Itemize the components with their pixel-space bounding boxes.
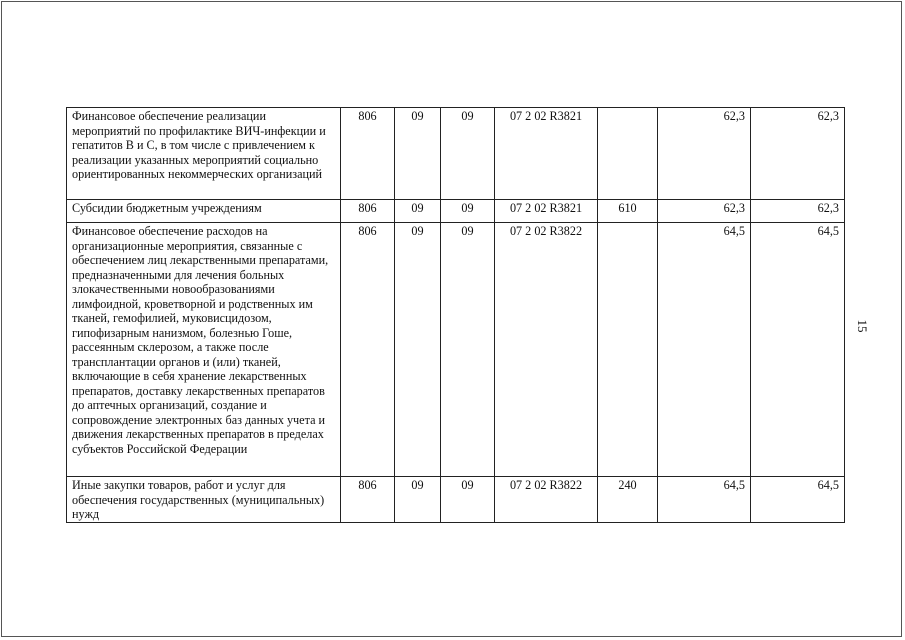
cell-sum-2: 64,5	[751, 223, 845, 477]
cell-vr: 240	[598, 477, 658, 523]
cell-grbs: 806	[341, 223, 395, 477]
budget-table	[66, 107, 845, 523]
table-row	[67, 108, 845, 200]
cell-kcsr: 07 2 02 R3822	[495, 477, 598, 523]
cell-name: Иные закупки товаров, работ и услуг для обеспечения государственных (муниципальных) нужд	[67, 477, 341, 523]
table-row	[67, 477, 845, 523]
table-row	[67, 200, 845, 223]
cell-pr: 09	[441, 223, 495, 477]
cell-sum-1: 64,5	[658, 477, 751, 523]
cell-kcsr: 07 2 02 R3821	[495, 108, 598, 200]
cell-name: Финансовое обеспечение расходов на организационные мероприятия, связанные с обеспечением лиц лекарственными препаратами, предназначенными для лечения больных злокачественными новообразованиями лимфоидной, кроветворной и родственных им тканей, гемофилией, муковисцидозом, гипофизарным нанизмом, болезнью Гоше, рассеянным склерозом, а также после трансплантации органов и (или) тканей, включающие в себя хранение лекарственных препаратов, доставку лекарственных препаратов до аптечных организаций, создание и сопровождение электронных баз данных учета и движения лекарственных препаратов в пределах субъектов Российской Федерации	[67, 223, 341, 477]
cell-rz: 09	[395, 200, 441, 223]
cell-rz: 09	[395, 108, 441, 200]
cell-pr: 09	[441, 200, 495, 223]
cell-grbs: 806	[341, 477, 395, 523]
page-number: 15	[855, 319, 870, 333]
cell-rz: 09	[395, 477, 441, 523]
cell-sum-1: 62,3	[658, 200, 751, 223]
cell-sum-2: 62,3	[751, 108, 845, 200]
cell-grbs: 806	[341, 108, 395, 200]
cell-name: Субсидии бюджетным учреждениям	[67, 200, 341, 223]
cell-pr: 09	[441, 108, 495, 200]
cell-sum-1: 62,3	[658, 108, 751, 200]
cell-sum-2: 62,3	[751, 200, 845, 223]
cell-vr: 610	[598, 200, 658, 223]
cell-sum-2: 64,5	[751, 477, 845, 523]
cell-vr	[598, 223, 658, 477]
cell-kcsr: 07 2 02 R3821	[495, 200, 598, 223]
cell-rz: 09	[395, 223, 441, 477]
cell-vr	[598, 108, 658, 200]
cell-name: Финансовое обеспечение реализации мероприятий по профилактике ВИЧ-инфекции и гепатитов В и С, в том числе с привлечением к реализации указанных мероприятий социально ориентированных некоммерческих организаций	[67, 108, 341, 200]
table-row	[67, 223, 845, 477]
cell-kcsr: 07 2 02 R3822	[495, 223, 598, 477]
cell-pr: 09	[441, 477, 495, 523]
cell-grbs: 806	[341, 200, 395, 223]
cell-sum-1: 64,5	[658, 223, 751, 477]
